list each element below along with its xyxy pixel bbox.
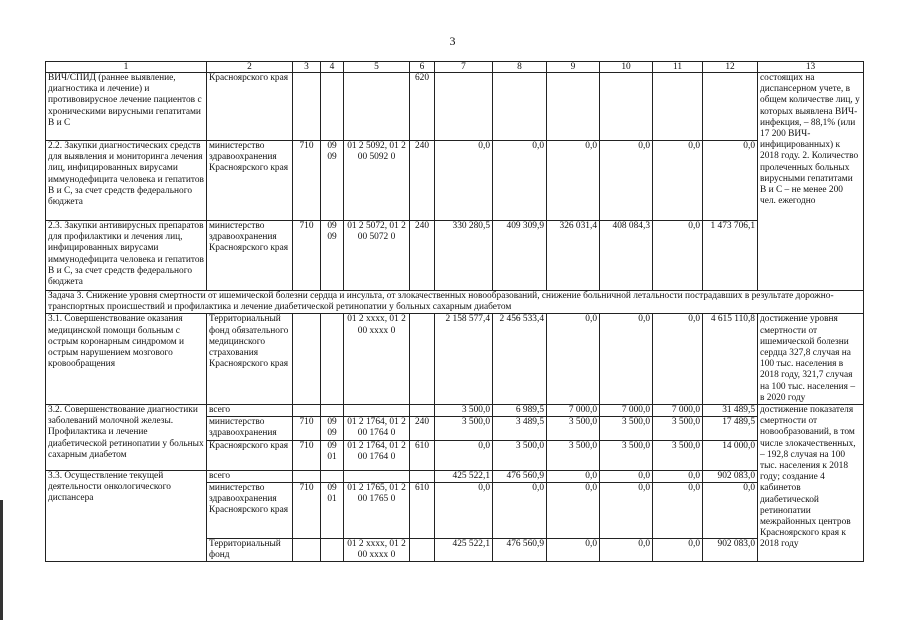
cell-value: 3 500,0 bbox=[493, 440, 547, 470]
cell-value: 330 280,5 bbox=[435, 221, 493, 291]
cell-value: 902 083,0 bbox=[703, 538, 758, 561]
cell-grbs: 710 bbox=[293, 417, 321, 440]
cell-rzpr: 09 09 bbox=[321, 221, 344, 291]
col-header: 10 bbox=[600, 62, 653, 73]
header-row bbox=[46, 62, 864, 73]
cell-value: 0,0 bbox=[653, 470, 703, 482]
col-header: 12 bbox=[703, 62, 758, 73]
cell-value: 0,0 bbox=[653, 141, 703, 221]
cell-value: 408 084,3 bbox=[600, 221, 653, 291]
cell-csr: 01 2 5092, 01 2 00 5092 0 bbox=[344, 141, 410, 221]
cell-value: 6 989,5 bbox=[493, 405, 547, 417]
col-header: 1 bbox=[46, 62, 207, 73]
table-row bbox=[46, 405, 864, 417]
col-header: 8 bbox=[493, 62, 547, 73]
cell-result: достижение показателя смертности от новообразований, в том числе злокачественных, – 192,8 случая на 100 тыс. населения к 2018 году; создание 4 кабинетов диабетической ретинопатии межрайонных центров Красноярского края к 2018 году bbox=[758, 405, 864, 562]
cell-measure: 3.3. Осуществление текущей деятельности онкологического диспансера bbox=[46, 470, 207, 562]
cell-csr: 01 2 1764, 01 2 00 1764 0 bbox=[344, 440, 410, 470]
cell-executor: Красноярского края bbox=[207, 440, 293, 470]
cell-value: 3 500,0 bbox=[435, 405, 493, 417]
cell-value: 3 500,0 bbox=[435, 417, 493, 440]
cell-csr: 01 2 хххх, 01 2 00 хххх 0 bbox=[344, 538, 410, 561]
col-header: 13 bbox=[758, 62, 864, 73]
col-header: 3 bbox=[293, 62, 321, 73]
cell-value: 0,0 bbox=[600, 538, 653, 561]
cell-value: 326 031,4 bbox=[547, 221, 600, 291]
cell-csr: 01 2 5072, 01 2 00 5072 0 bbox=[344, 221, 410, 291]
cell-grbs: 710 bbox=[293, 440, 321, 470]
cell-measure: 3.1. Совершенствование оказания медицинской помощи больным с острым коронарным синдромом и острым нарушением мозгового кровообращения bbox=[46, 314, 207, 405]
col-header: 4 bbox=[321, 62, 344, 73]
cell-measure: 3.2. Совершенствование диагностики заболеваний молочной железы. Профилактика и лечение диабетической ретинопатии у больных сахарным диабетом bbox=[46, 405, 207, 471]
cell-value: 7 000,0 bbox=[653, 405, 703, 417]
cell-value: 3 500,0 bbox=[653, 417, 703, 440]
cell-value: 1 473 706,1 bbox=[703, 221, 758, 291]
cell-executor: всего bbox=[207, 405, 293, 417]
cell-measure: 2.2. Закупки диагностических средств для выявления и мониторинга лечения лиц, инфицированных вирусами иммунодефицита человека и гепатитов В и С, за счет средств федерального бюджета bbox=[46, 141, 207, 221]
cell-value: 0,0 bbox=[435, 440, 493, 470]
cell-value: 0,0 bbox=[547, 314, 600, 405]
cell-vr: 240 bbox=[410, 141, 435, 221]
scan-edge bbox=[0, 500, 3, 620]
cell-csr: 01 2 1765, 01 2 00 1765 0 bbox=[344, 482, 410, 538]
col-header: 6 bbox=[410, 62, 435, 73]
col-header: 9 bbox=[547, 62, 600, 73]
program-table bbox=[45, 61, 864, 562]
cell-executor: Красноярского края bbox=[207, 73, 293, 141]
cell-value: 0,0 bbox=[600, 314, 653, 405]
table-row bbox=[46, 470, 864, 482]
cell-value: 476 560,9 bbox=[493, 538, 547, 561]
cell-value: 3 500,0 bbox=[653, 440, 703, 470]
cell-value: 0,0 bbox=[600, 470, 653, 482]
cell-value: 0,0 bbox=[703, 141, 758, 221]
cell-value: 14 000,0 bbox=[703, 440, 758, 470]
cell-value: 0,0 bbox=[653, 482, 703, 538]
cell-value: 0,0 bbox=[547, 538, 600, 561]
cell-value: 0,0 bbox=[600, 141, 653, 221]
cell-value: 409 309,9 bbox=[493, 221, 547, 291]
cell-value: 0,0 bbox=[703, 482, 758, 538]
cell-value: 425 522,1 bbox=[435, 470, 493, 482]
table-row bbox=[46, 141, 864, 221]
cell-grbs: 710 bbox=[293, 141, 321, 221]
cell-grbs: 710 bbox=[293, 221, 321, 291]
cell-rzpr: 09 09 bbox=[321, 141, 344, 221]
cell-result: достижение уровня смертности от ишемической болезни сердца 327,8 случая на 100 тыс. населения в 2018 году, 321,7 случая на 100 тыс. населения – в 2020 году bbox=[758, 314, 864, 405]
cell-executor: министерство здравоохранения Красноярского края bbox=[207, 221, 293, 291]
cell-value: 7 000,0 bbox=[547, 405, 600, 417]
cell-value: 0,0 bbox=[493, 141, 547, 221]
cell-vr: 610 bbox=[410, 482, 435, 538]
cell-value: 31 489,5 bbox=[703, 405, 758, 417]
cell-value: 3 500,0 bbox=[547, 440, 600, 470]
table-row bbox=[46, 221, 864, 291]
cell-result: состоящих на диспансерном учете, в общем количестве лиц, у которых выявлена ВИЧ-инфекция, – 88,1% (или 17 200 ВИЧ-инфицированных) к 2018 году. 2. Количество пролеченных больных вирусными гепатитами В и С – не менее 200 чел. ежегодно bbox=[758, 73, 864, 291]
cell-value: 0,0 bbox=[435, 141, 493, 221]
col-header: 7 bbox=[435, 62, 493, 73]
cell-csr: 01 2 хххх, 01 2 00 хххх 0 bbox=[344, 314, 410, 405]
cell-executor: министерство здравоохранения bbox=[207, 417, 293, 440]
cell-value: 3 489,5 bbox=[493, 417, 547, 440]
cell-value: 0,0 bbox=[493, 482, 547, 538]
page-number: 3 bbox=[449, 34, 456, 48]
cell-value: 17 489,5 bbox=[703, 417, 758, 440]
cell-value: 0,0 bbox=[547, 141, 600, 221]
cell-value: 0,0 bbox=[653, 538, 703, 561]
cell-value: 0,0 bbox=[435, 482, 493, 538]
cell-value: 3 500,0 bbox=[600, 417, 653, 440]
col-header: 11 bbox=[653, 62, 703, 73]
cell-value: 0,0 bbox=[547, 482, 600, 538]
cell-vr: 240 bbox=[410, 417, 435, 440]
cell-executor: министерство здравоохранения Красноярского края bbox=[207, 141, 293, 221]
cell-rzpr: 09 01 bbox=[321, 482, 344, 538]
cell-value: 476 560,9 bbox=[493, 470, 547, 482]
cell-value: 0,0 bbox=[653, 314, 703, 405]
cell-rzpr: 09 09 bbox=[321, 417, 344, 440]
cell-value: 0,0 bbox=[653, 221, 703, 291]
cell-rzpr: 09 01 bbox=[321, 440, 344, 470]
task-heading: Задача 3. Снижение уровня смертности от ишемической болезни сердца и инсульта, от злокачественных новообразований, снижение больничной летальности пострадавших в результате дорожно-транспортных происшествий и профилактика и лечение диабетической ретинопатии у больных сахарным диабетом bbox=[46, 291, 864, 314]
cell-vr: 620 bbox=[410, 73, 435, 141]
cell-measure: 2.3. Закупки антивирусных препаратов для профилактики и лечения лиц, инфицированных вирусами иммунодефицита человека и гепатитов В и С, за счет средств федерального бюджета bbox=[46, 221, 207, 291]
cell-executor: Территориальный фонд обязательного медицинского страхования Красноярского края bbox=[207, 314, 293, 405]
cell-measure: ВИЧ/СПИД (раннее выявление, диагностика и лечение) и противовирусное лечение пациентов с хроническими вирусными гепатитами В и С bbox=[46, 73, 207, 141]
cell-vr: 240 bbox=[410, 221, 435, 291]
cell-value: 2 158 577,4 bbox=[435, 314, 493, 405]
cell-value: 2 456 533,4 bbox=[493, 314, 547, 405]
cell-value: 3 500,0 bbox=[600, 440, 653, 470]
cell-value: 3 500,0 bbox=[547, 417, 600, 440]
cell-value: 425 522,1 bbox=[435, 538, 493, 561]
cell-executor: министерство здравоохранения Красноярского края bbox=[207, 482, 293, 538]
cell-value: 0,0 bbox=[547, 470, 600, 482]
cell-executor: всего bbox=[207, 470, 293, 482]
col-header: 2 bbox=[207, 62, 293, 73]
cell-executor: Территориальный фонд bbox=[207, 538, 293, 561]
cell-csr: 01 2 1764, 01 2 00 1764 0 bbox=[344, 417, 410, 440]
cell-vr: 610 bbox=[410, 440, 435, 470]
table-row bbox=[46, 314, 864, 405]
cell-value: 7 000,0 bbox=[600, 405, 653, 417]
cell-value: 0,0 bbox=[600, 482, 653, 538]
task-row bbox=[46, 291, 864, 314]
cell-value: 902 083,0 bbox=[703, 470, 758, 482]
table-row bbox=[46, 73, 864, 141]
col-header: 5 bbox=[344, 62, 410, 73]
cell-grbs: 710 bbox=[293, 482, 321, 538]
cell-value: 4 615 110,8 bbox=[703, 314, 758, 405]
